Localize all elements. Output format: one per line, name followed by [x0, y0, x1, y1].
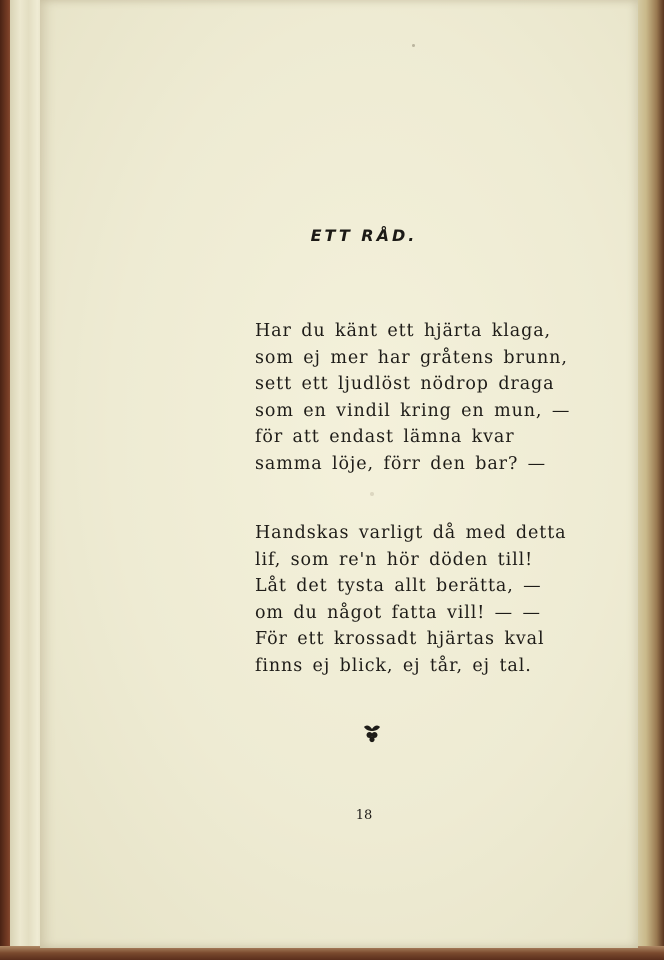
page-stack-left — [10, 0, 44, 950]
poem-line: Handskas varligt då med detta — [255, 523, 567, 543]
poem-line: Har du känt ett hjärta klaga, — [255, 321, 552, 341]
poem-line: som en vindil kring en mun, — — [255, 400, 571, 421]
poem-line: Låt det tysta allt berätta, — — [255, 576, 542, 596]
stanza-1 — [255, 318, 570, 477]
paper-speck — [370, 492, 374, 496]
poem-line: finns ej blick, ej tår, ej tal. — [255, 655, 532, 676]
page-stack-right — [634, 0, 664, 960]
book-bottom-edge — [0, 946, 664, 960]
fleuron-icon — [362, 723, 382, 743]
poem-title: ETT RÅD. — [310, 226, 418, 245]
poem-line: för att endast lämna kvar — [255, 427, 515, 447]
poem-line: samma löje, förr den bar? — — [255, 453, 547, 474]
page-number: 18 — [355, 808, 373, 823]
stanza-2 — [255, 520, 566, 679]
poem-line: om du något fatta vill! — — — [255, 602, 541, 623]
poem-line: som ej mer har gråtens brunn, — [255, 347, 568, 368]
paper-speck — [412, 44, 415, 47]
poem-line: För ett krossadt hjärtas kval — [255, 629, 545, 649]
poem-line: sett ett ljudlöst nödrop draga — [255, 374, 555, 394]
book-page — [40, 0, 638, 948]
poem-line: lif, som re'n hör döden till! — [255, 549, 534, 570]
